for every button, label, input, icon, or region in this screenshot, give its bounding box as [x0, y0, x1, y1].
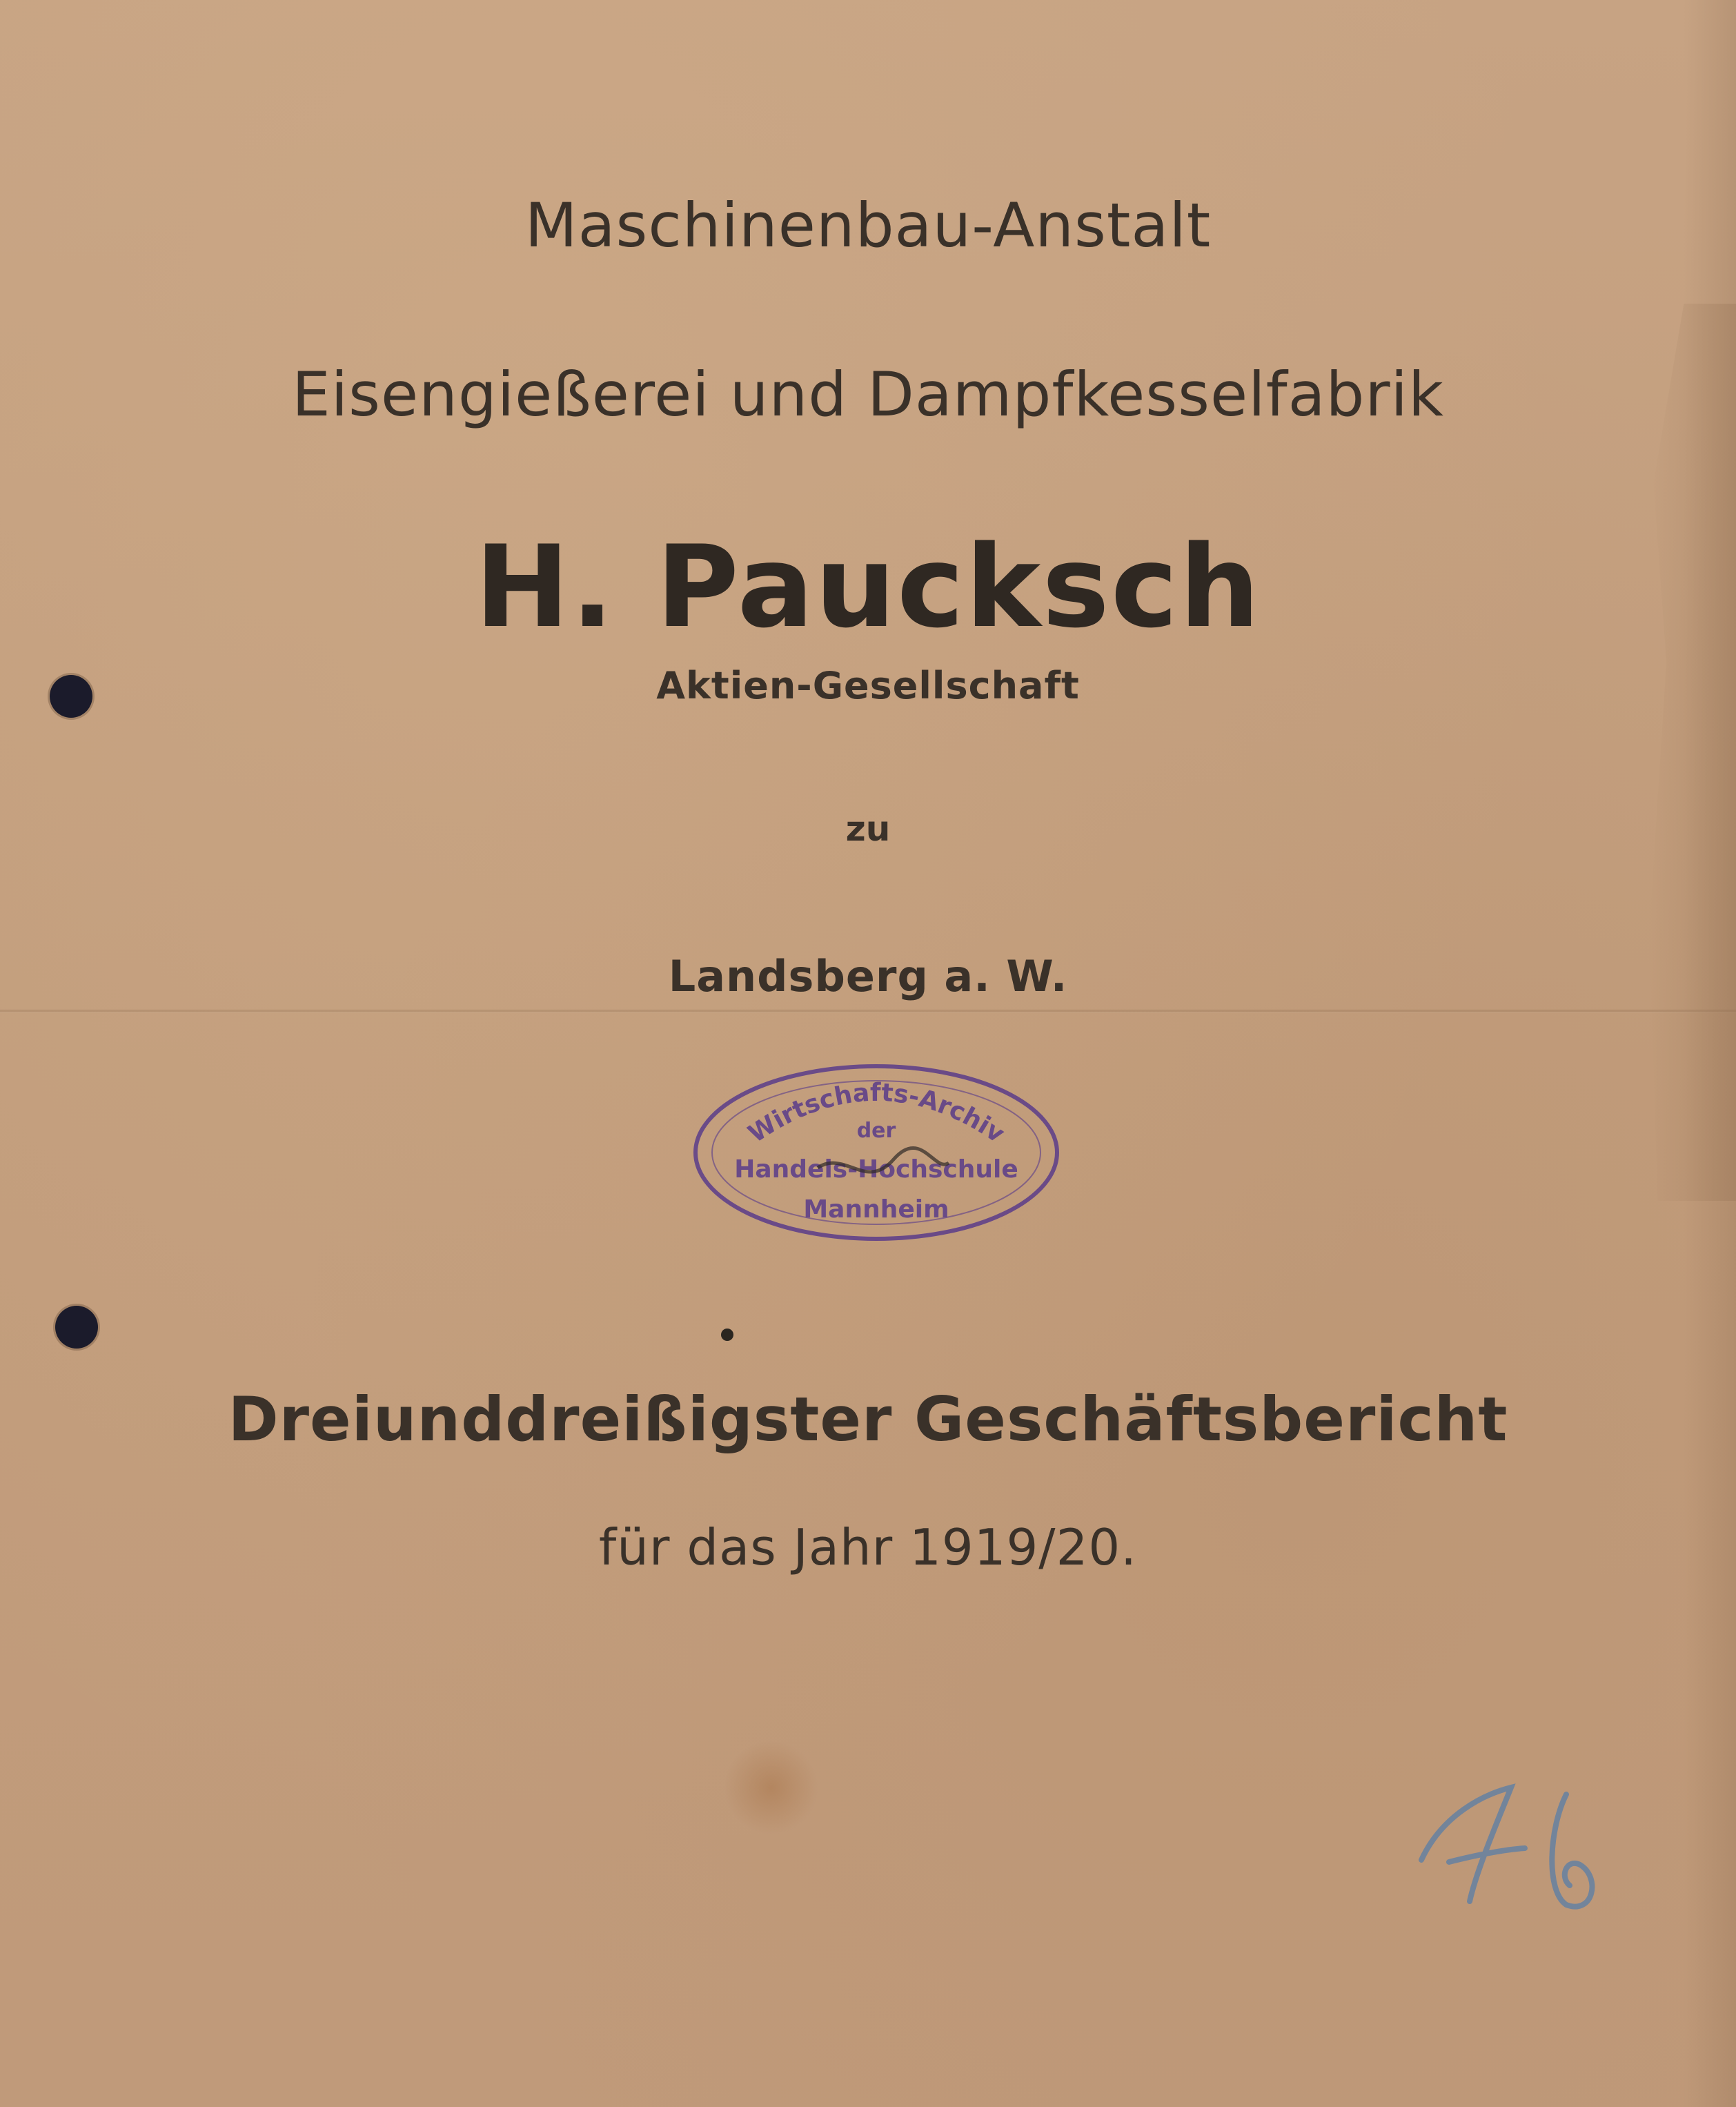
heading-line-1: Maschinenbau-Anstalt [524, 190, 1212, 261]
report-title: Dreiunddreißigster Geschäftsbericht [228, 1384, 1508, 1455]
handwritten-annotation [1394, 1774, 1642, 1919]
stamp-text-2: der [856, 1119, 896, 1143]
company-name: H. Paucksch [475, 521, 1261, 653]
ink-dot [721, 1329, 733, 1341]
heading-line-2: Eisengießerei und Dampfkesselfabrik [292, 359, 1444, 430]
torn-edge [1649, 304, 1736, 1201]
location: Landsberg a. W. [668, 951, 1068, 1001]
company-form: Aktien-Gesellschaft [656, 664, 1080, 707]
stamp-text-4: Mannheim [803, 1195, 949, 1224]
archive-stamp [687, 1056, 1066, 1249]
preposition: zu [845, 809, 891, 849]
report-year: für das Jahr 1919/20. [598, 1518, 1138, 1576]
paper-fold [0, 1009, 1736, 1013]
stamp-text-3: Handels-Hochschule [734, 1155, 1018, 1184]
stamp-text-1: Wirtschafts-Archiv [743, 1078, 1009, 1149]
paper-stain [724, 1739, 818, 1836]
punch-hole-bottom [55, 1306, 98, 1349]
